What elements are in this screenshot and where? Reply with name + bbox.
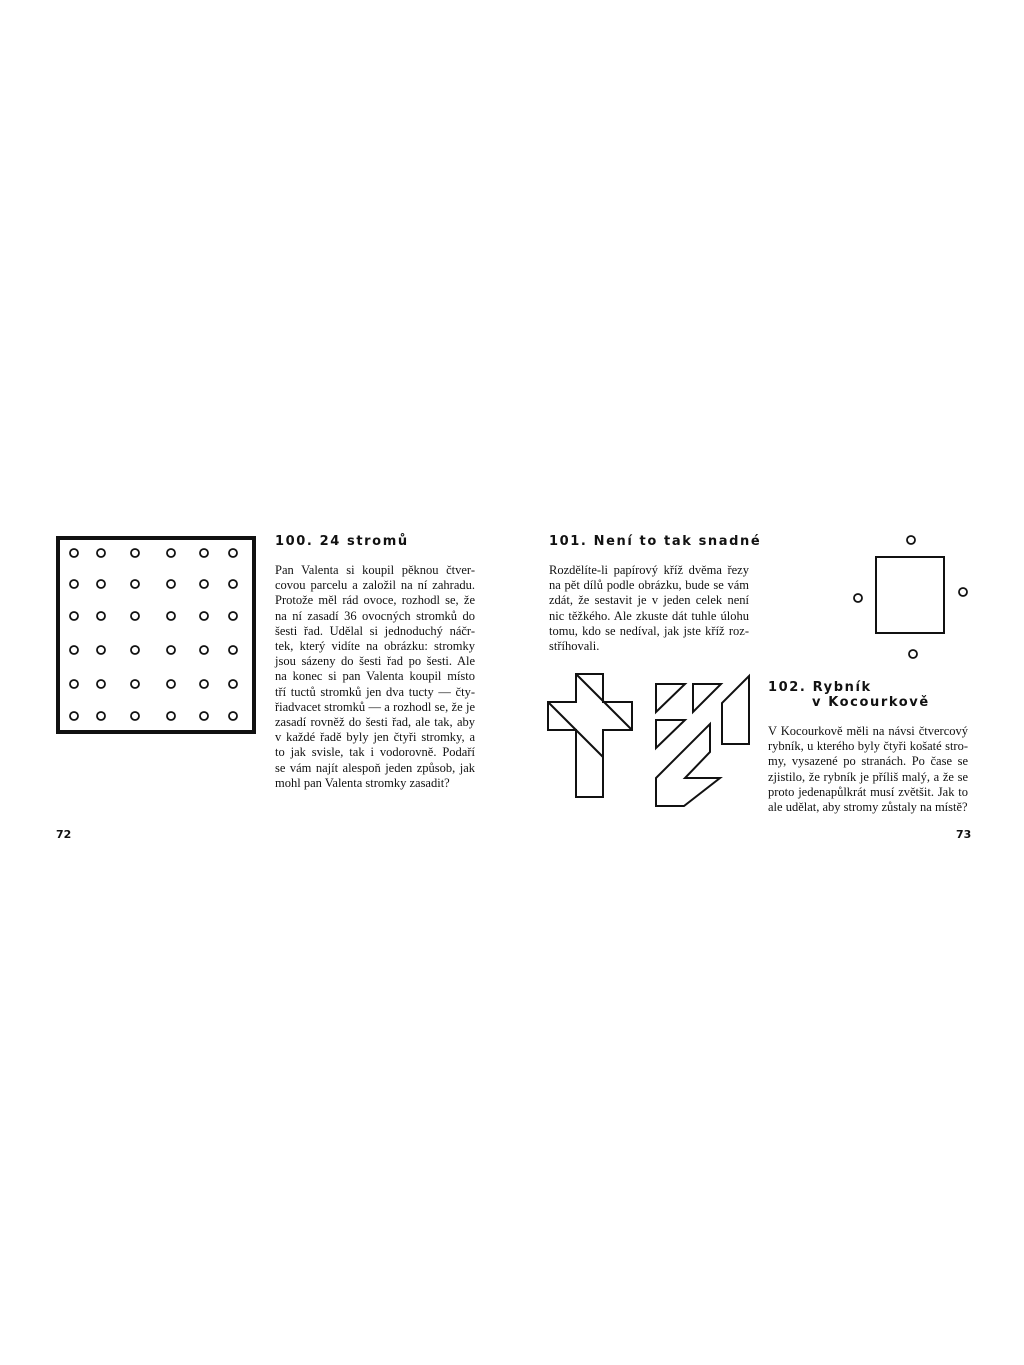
tree-circle — [229, 549, 237, 557]
text-line: mohl pan Valenta stromky zasadit? — [275, 775, 450, 790]
text-line: stříhovali. — [549, 639, 600, 654]
tree-circle — [200, 680, 208, 688]
pond-figure — [850, 534, 970, 660]
tree-circle — [200, 612, 208, 620]
tree-circle — [131, 612, 139, 620]
text-line: rybník, u kterého byly čtyři košaté stro- — [768, 739, 968, 754]
tree-circle — [167, 680, 175, 688]
tree-circle — [131, 549, 139, 557]
tree-right — [959, 588, 967, 596]
tree-top — [907, 536, 915, 544]
page-number-left: 72 — [56, 828, 72, 841]
tree-circle — [70, 612, 78, 620]
tree-circles — [70, 549, 237, 720]
tree-circle — [200, 712, 208, 720]
text-line: na pět dílů podle obrázku, bude se vám — [549, 578, 749, 593]
tree-circle — [131, 712, 139, 720]
text-line: jsou sázeny do šesti řad po šesti. Ale — [275, 654, 475, 669]
text-line: zasadí rovněž do šesti řad, ale tak, aby — [275, 715, 475, 730]
tree-circle — [70, 680, 78, 688]
cross-pieces-figure — [652, 674, 752, 808]
tree-circle — [229, 680, 237, 688]
text-line: Pan Valenta si koupil pěknou čtver- — [275, 563, 475, 577]
tree-circle — [70, 549, 78, 557]
text-line: V Kocourkově měli na návsi čtvercový — [768, 724, 968, 738]
puzzle-102-title-line1: 102. Rybník — [768, 680, 872, 695]
puzzle-102-title-line2: v Kocourkově — [812, 695, 930, 710]
text-line: Protože měl rád ovoce, rozhodl se, že — [275, 593, 475, 608]
tree-circle — [167, 712, 175, 720]
text-line: se vám najít alespoň jeden způsob, jak — [275, 760, 475, 775]
text-line: tek, který vidíte na obrázku: stromky — [275, 639, 475, 654]
tree-circle — [131, 580, 139, 588]
tree-circle — [167, 612, 175, 620]
piece-triangle-3 — [656, 720, 685, 748]
text-line: v každé řadě byly jen čtyři stromky, a — [275, 730, 475, 745]
text-line: nic těžkého. Ale zkuste dát tuhle úlohu — [549, 608, 749, 623]
text-line: covou parcelu a založil na ní zahradu. — [275, 578, 475, 593]
tree-circle — [97, 680, 105, 688]
piece-trapezoid — [722, 676, 749, 744]
orchard-grid-figure — [56, 536, 256, 734]
tree-circle — [200, 646, 208, 654]
text-line: tomu, kdo se nedíval, jak jste kříž roz- — [549, 623, 749, 638]
cross-figure — [546, 672, 636, 800]
piece-triangle-1 — [656, 684, 685, 712]
puzzle-101-text — [549, 563, 749, 654]
tree-circle — [70, 580, 78, 588]
puzzle-101-title: 101. Není to tak snadné — [549, 534, 762, 549]
cross-outline — [548, 674, 632, 797]
tree-circle — [70, 712, 78, 720]
text-line: ale udělat, aby stromy zůstaly na místě? — [768, 800, 968, 815]
puzzle-100-title: 100. 24 stromů — [275, 534, 409, 549]
text-line: my, vysazené po stranách. Po čase se — [768, 754, 968, 769]
text-line: na ní zasadí 36 ovocných stromků do — [275, 608, 475, 623]
tree-circle — [70, 646, 78, 654]
tree-circle — [229, 646, 237, 654]
tree-circle — [229, 612, 237, 620]
puzzle-100-text — [275, 563, 475, 791]
tree-circle — [97, 712, 105, 720]
tree-circle — [97, 646, 105, 654]
tree-circle — [167, 646, 175, 654]
tree-circle — [97, 549, 105, 557]
text-line: šesti řad. Udělal si jednoduchý náčr- — [275, 623, 475, 638]
text-line: řiadvacet stromků — a rozhodl se, že je — [275, 699, 475, 714]
tree-circle — [200, 549, 208, 557]
pond-square — [876, 557, 944, 633]
tree-circle — [131, 646, 139, 654]
puzzle-102-text — [768, 724, 968, 815]
piece-zigzag — [656, 724, 720, 806]
tree-circle — [167, 580, 175, 588]
text-line: zdát, že sestavit je v jeden celek není — [549, 593, 749, 608]
tree-bottom — [909, 650, 917, 658]
tree-circle — [200, 580, 208, 588]
piece-triangle-2 — [693, 684, 721, 712]
tree-circle — [97, 612, 105, 620]
page-number-right: 73 — [956, 828, 972, 841]
text-line: Rozdělíte-li papírový kříž dvěma řezy — [549, 563, 749, 577]
tree-left — [854, 594, 862, 602]
text-line: na konec si pan Valenta koupil místo — [275, 669, 475, 684]
text-line: to jak svisle, tak i vodorovně. Podaří — [275, 745, 475, 760]
orchard-border — [58, 538, 254, 732]
text-line: proto jedenapůlkrát musí zvětšit. Jak to — [768, 784, 968, 799]
tree-circle — [167, 549, 175, 557]
text-line: zjistilo, že rybník je příliš malý, a že se — [768, 769, 968, 784]
tree-circle — [229, 712, 237, 720]
tree-circle — [229, 580, 237, 588]
tree-circle — [97, 580, 105, 588]
tree-circle — [131, 680, 139, 688]
text-line: tří tuctů stromků jen dva tucty — čty- — [275, 684, 475, 699]
